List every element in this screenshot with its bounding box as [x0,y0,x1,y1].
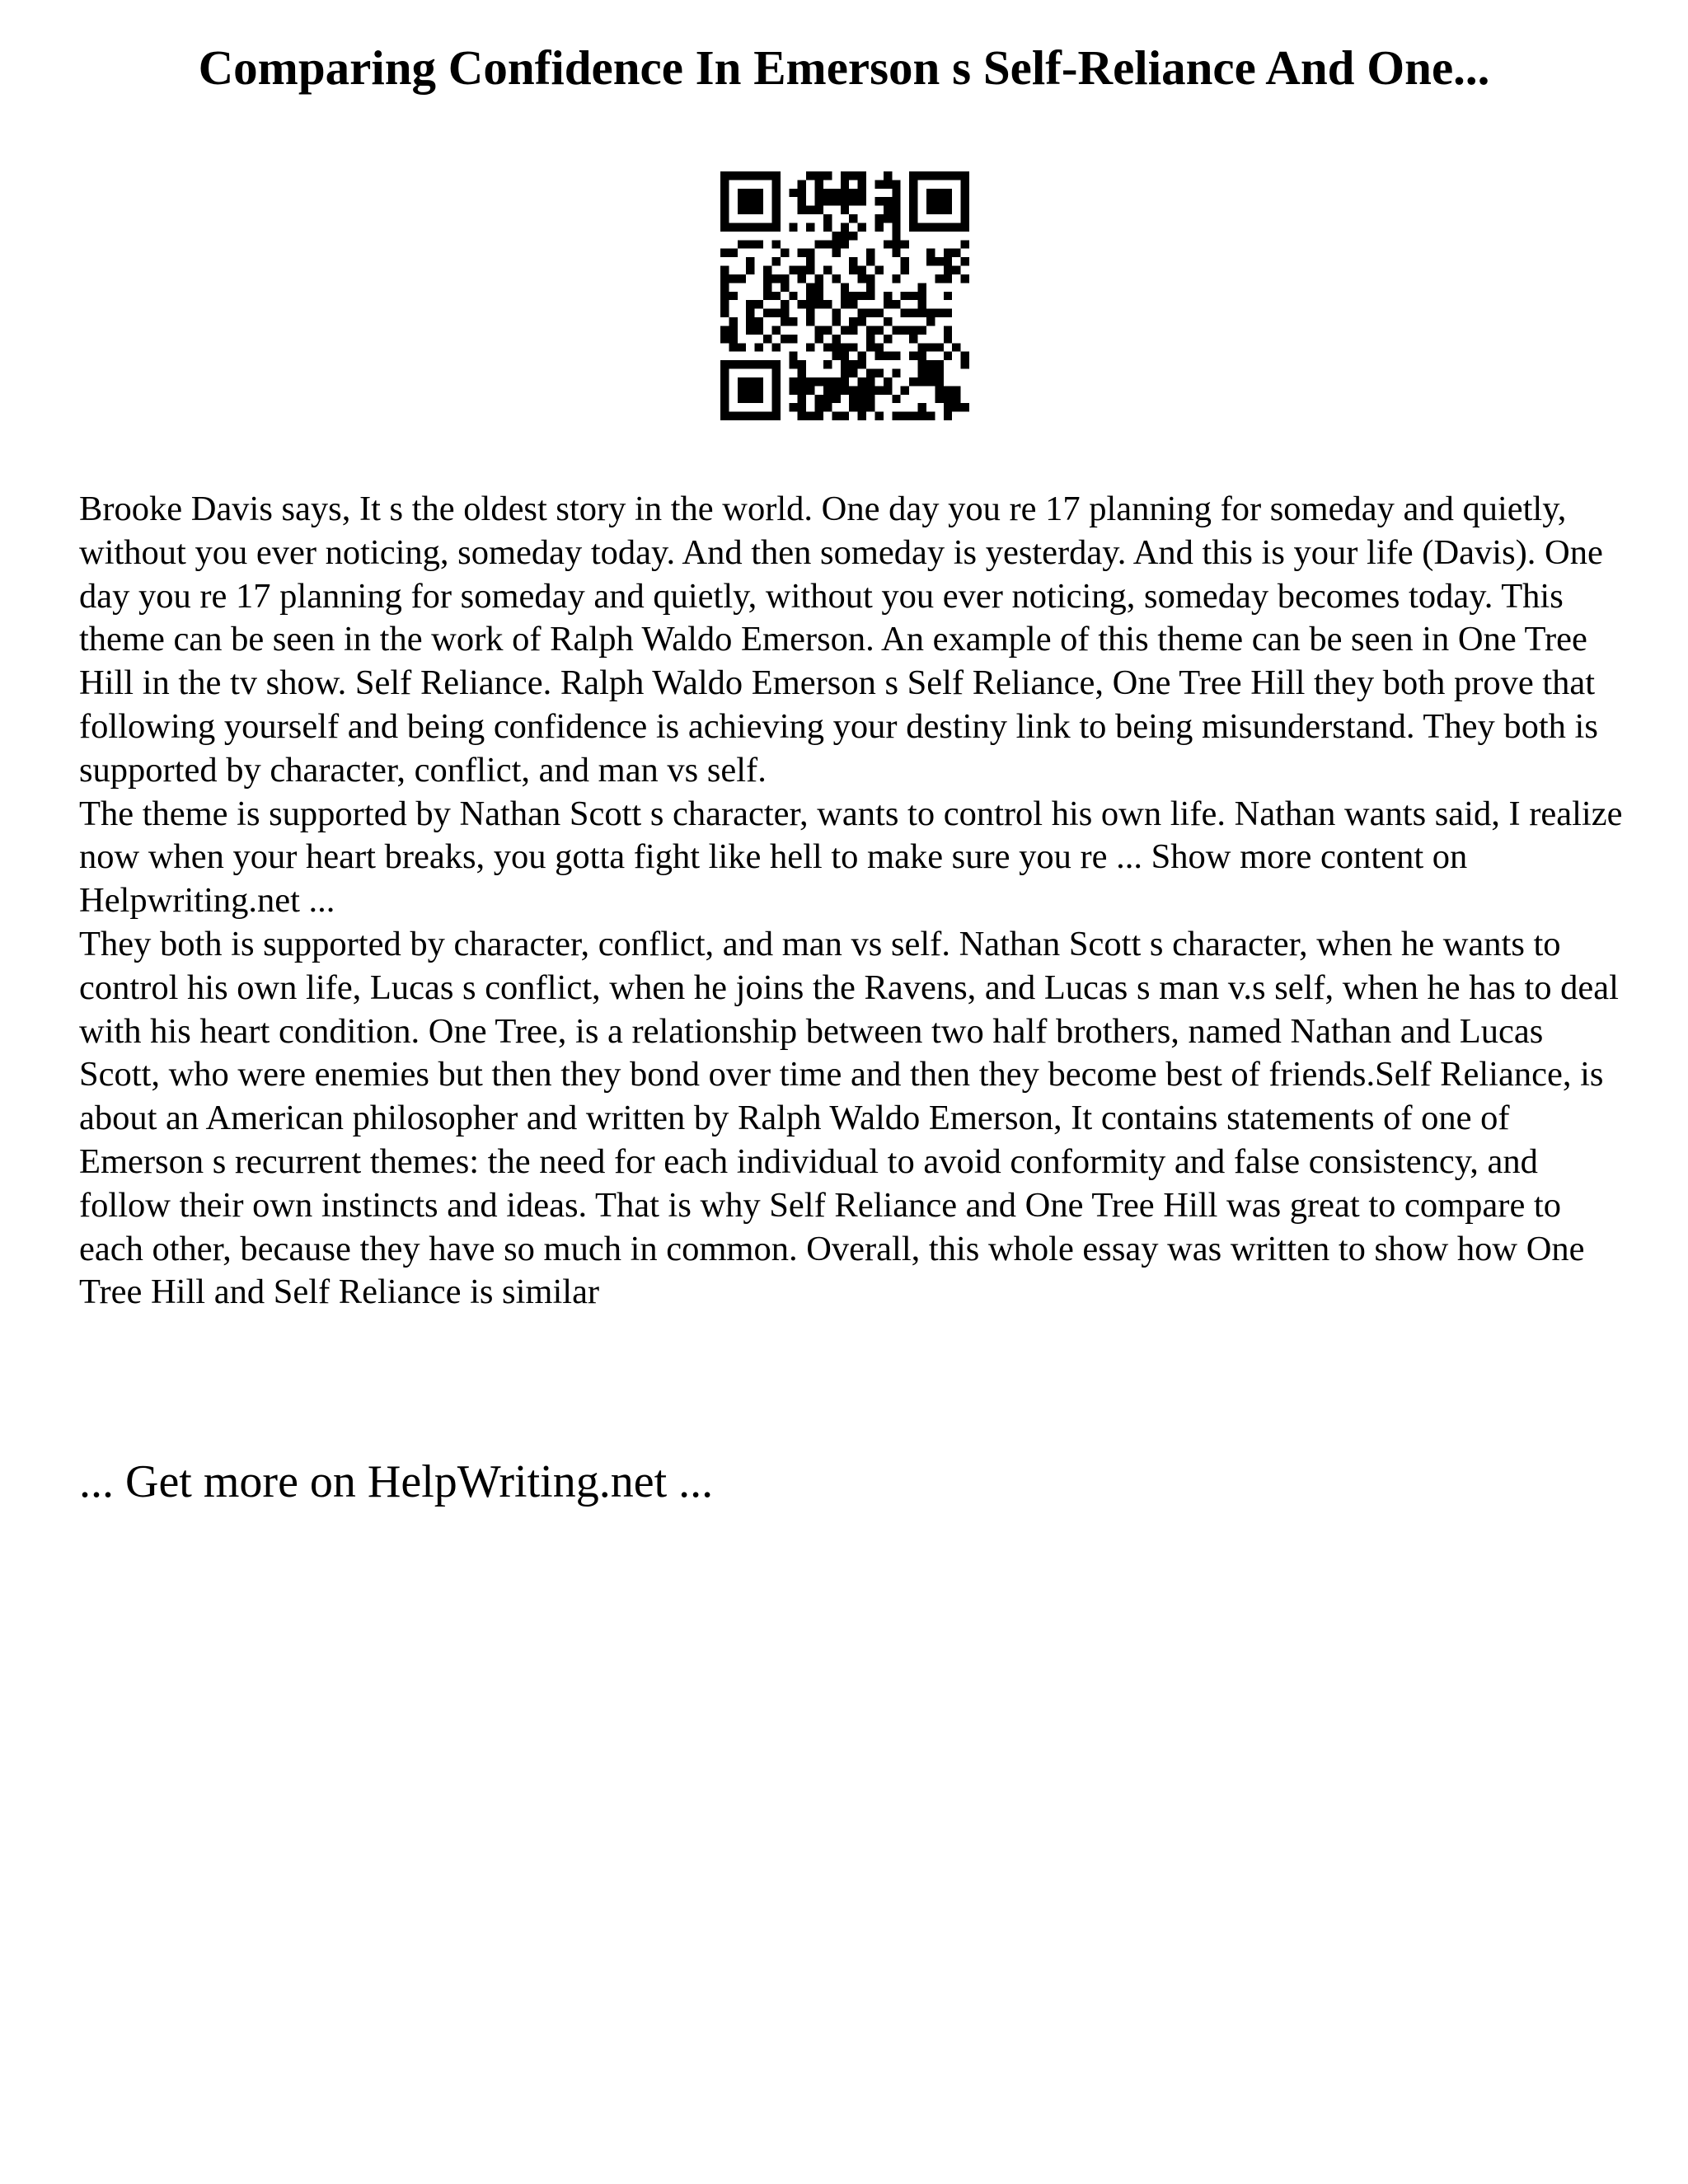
essay-body [79,488,1629,1315]
essay-paragraph-1: Brooke Davis says, It s the oldest story in the world. One day you re 17 planning for someday and quietly, without you ever noticing, someday today. And then someday is yesterday. And this is your life (Davis). One day you re 17 planning for someday and quietly, without you ever noticing, someday becomes today. This theme can be seen in the work of Ralph Waldo Emerson. An example of this theme can be seen in One Tree Hill in the tv show. Self Reliance. Ralph Waldo Emerson s Self Reliance, One Tree Hill they both prove that following yourself and being confidence is achieving your destiny link to being misunderstand. They both is supported by character, conflict, and man vs self. [79,490,1603,790]
essay-paragraph-2: The theme is supported by Nathan Scott s character, wants to control his own life. Nathan wants said, I realize now when your heart breaks, you gotta fight like hell to make sure you re ... Show more content on Helpwriting.net ... [79,794,1623,921]
get-more-link[interactable]: ... Get more on HelpWriting.net ... [79,1456,714,1507]
essay-paragraph-3: They both is supported by character, conflict, and man vs self. Nathan Scott s character, when he wants to control his own life, Lucas s conflict, when he joins the Ravens, and Lucas s man v.s self, when he has to deal with his heart condition. One Tree, is a relationship between two half brothers, named Nathan and Lucas Scott, who were enemies but then they bond over time and then they become best of friends.Self Reliance, is about an American philosopher and written by Ralph Waldo Emerson, It contains statements of one of Emerson s recurrent themes: the need for each individual to avoid conformity and false consistency, and follow their own instincts and ideas. That is why Self Reliance and One Tree Hill was great to compare to each other, because they have so much in common. Overall, this whole essay was written to show how One Tree Hill and Self Reliance is similar [79,924,1619,1312]
document-title: Comparing Confidence In Emerson s Self-Reliance And One... [198,40,1490,95]
qr-code-icon[interactable] [720,171,969,420]
